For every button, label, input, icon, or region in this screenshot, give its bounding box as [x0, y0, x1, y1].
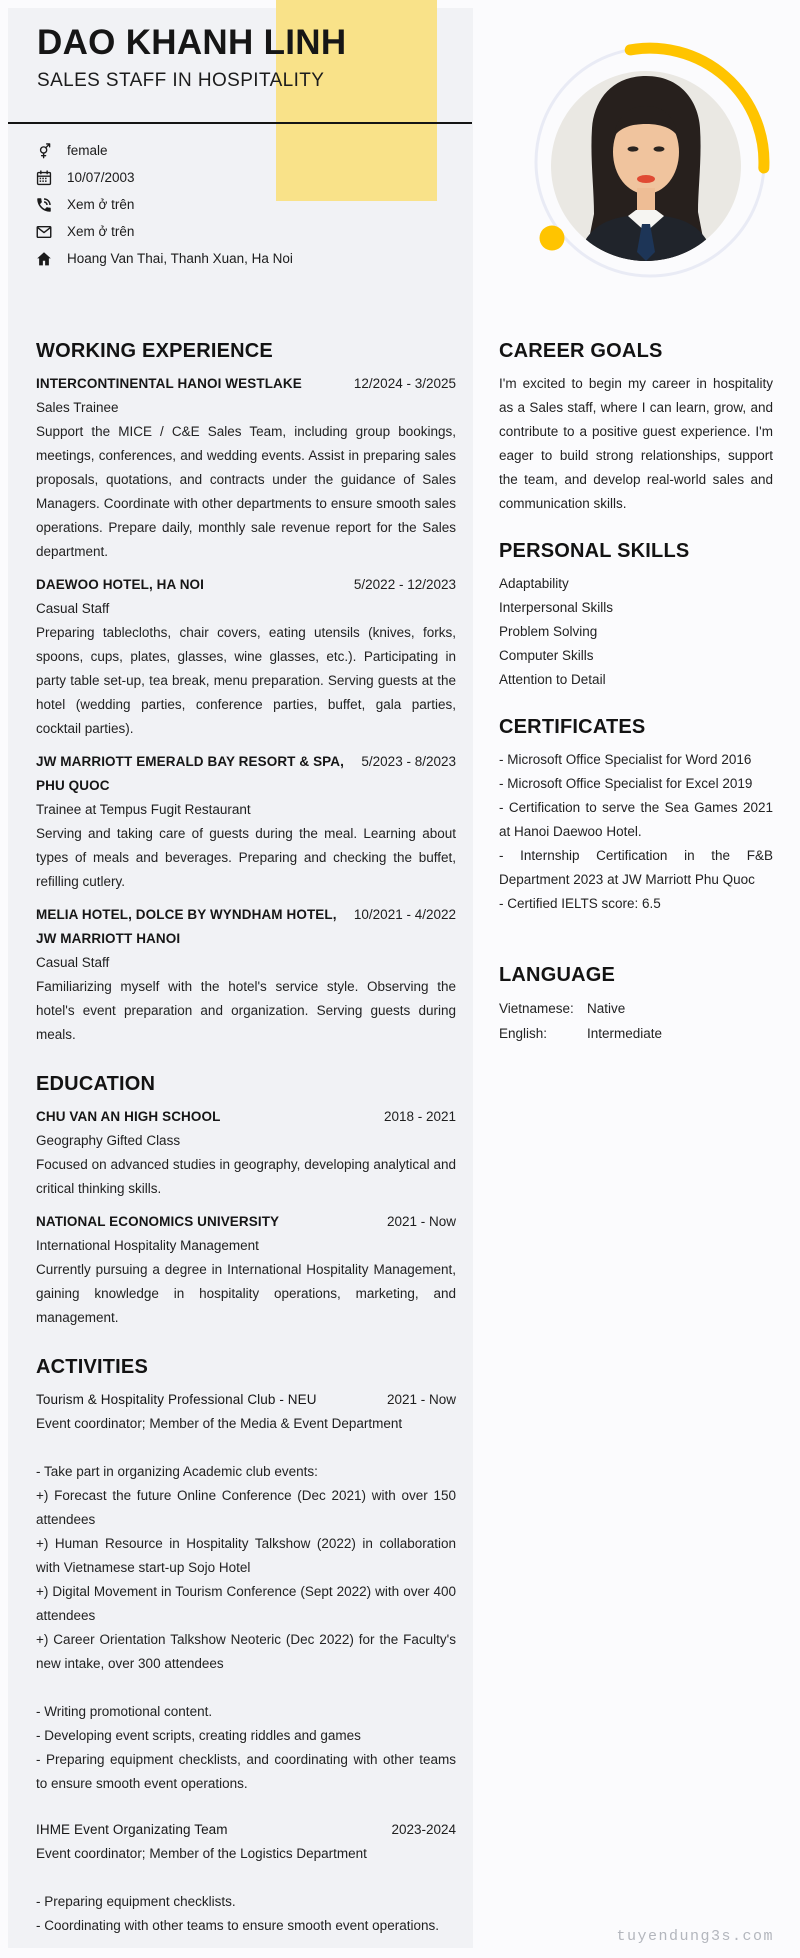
header-divider [8, 122, 472, 124]
activity-line: +) Digital Movement in Tourism Conference (Sept 2022) with over 400 attendees [36, 1584, 456, 1623]
phone-icon [35, 196, 53, 214]
skill-item: Computer Skills [499, 648, 594, 663]
working-experience-heading: WORKING EXPERIENCE [36, 340, 273, 362]
career-goals-text: I'm excited to begin my career in hospitality as a Sales staff, where I can learn, grow, and contribute to a positive guest experience. I'm eager to build strong relationships, support the team, and develop real-world sales and communication skills. [499, 376, 773, 511]
skill-item: Interpersonal Skills [499, 600, 614, 615]
date-range: 2021 - Now [386, 1392, 456, 1407]
activity-entry [36, 1388, 456, 1796]
program-name: International Hospitality Management [36, 1238, 259, 1253]
program-name: Geography Gifted Class [36, 1133, 181, 1148]
activity-line: - Writing promotional content. [36, 1704, 213, 1719]
date-range: 5/2023 - 8/2023 [361, 754, 456, 769]
section-language [499, 962, 773, 1046]
certificate-item: - Microsoft Office Specialist for Word 2016 [499, 752, 752, 767]
activity-line: +) Human Resource in Hospitality Talkshow (2022) in collaboration with Vietnamese start-up Sojo Hotel [36, 1536, 456, 1575]
language-level: Intermediate [587, 1026, 663, 1041]
section-activities [36, 1354, 456, 1938]
language-label: English: [499, 1026, 548, 1041]
personal-skills-heading: PERSONAL SKILLS [499, 540, 690, 562]
right-column [499, 338, 773, 1068]
contact-address-text: Hoang Van Thai, Thanh Xuan, Ha Noi [67, 251, 293, 266]
certificate-item: - Certification to serve the Sea Games 2021 at Hanoi Daewoo Hotel. [499, 800, 773, 839]
activity-line: - Preparing equipment checklists, and coordinating with other teams to ensure smooth event operations. [36, 1752, 456, 1791]
section-working-experience [36, 338, 456, 1047]
certificate-item: - Internship Certification in the F&B Department 2023 at JW Marriott Phu Quoc [499, 848, 773, 887]
language-row [499, 1021, 773, 1046]
contact-list [35, 137, 455, 272]
contact-row-phone [35, 191, 455, 218]
activity-line: +) Career Orientation Talkshow Neoteric (Dec 2022) for the Faculty's new intake, over 300 attendees [36, 1632, 456, 1671]
job-description: Preparing tablecloths, chair covers, eating utensils (knives, forks, spoons, cups, plates, glasses, wine glasses, etc.). Participating in party table set-up, tea break, menu preparation. Serving guests at the hotel (wedding parties, conference parties, buffet, gala parties, cocktail parties). [36, 625, 456, 736]
education-entry [36, 1105, 456, 1201]
contact-phone-text: Xem ở trên [67, 197, 135, 212]
profile-photo-group [516, 28, 780, 292]
certificates-heading: CERTIFICATES [499, 716, 646, 738]
contact-birthdate-text: 10/07/2003 [67, 170, 135, 185]
language-heading: LANGUAGE [499, 964, 616, 986]
school-name: CHU VAN AN HIGH SCHOOL [36, 1109, 221, 1124]
experience-entry [36, 573, 456, 741]
job-role: Casual Staff [36, 955, 110, 970]
education-description: Currently pursuing a degree in International Hospitality Management, gaining knowledge in hospitality operations, marketing, and management. [36, 1262, 456, 1325]
language-label: Vietnamese: [499, 1001, 574, 1016]
experience-entry [36, 372, 456, 564]
certificate-item: - Microsoft Office Specialist for Excel 2019 [499, 776, 753, 791]
career-goals-heading: CAREER GOALS [499, 340, 663, 362]
activity-line: - Developing event scripts, creating riddles and games [36, 1728, 361, 1743]
education-description: Focused on advanced studies in geography, developing analytical and critical thinking skills. [36, 1157, 456, 1196]
mail-icon [35, 223, 53, 241]
section-career-goals [499, 338, 773, 516]
photo-yellow-dot [540, 226, 565, 251]
contact-row-email [35, 218, 455, 245]
organization-name: IHME Event Organizating Team [36, 1822, 228, 1837]
skill-item: Adaptability [499, 576, 569, 591]
skill-item: Problem Solving [499, 624, 598, 639]
section-personal-skills [499, 538, 773, 692]
company-name: MELIA HOTEL, DOLCE BY WYNDHAM HOTEL, JW MARRIOTT HANOI [36, 907, 337, 946]
gender-icon [35, 142, 53, 160]
job-role: Trainee at Tempus Fugit Restaurant [36, 802, 251, 817]
company-name: JW MARRIOTT EMERALD BAY RESORT & SPA, PHU QUOC [36, 754, 344, 793]
activity-line: - Take part in organizing Academic club events: [36, 1464, 318, 1479]
watermark: tuyendung3s.com [616, 1928, 774, 1945]
language-row [499, 996, 773, 1021]
organization-name: Tourism & Hospitality Professional Club - NEU [36, 1392, 317, 1407]
section-education [36, 1071, 456, 1330]
date-range: 2023-2024 [391, 1822, 456, 1837]
contact-row-gender [35, 137, 455, 164]
activity-line: +) Forecast the future Online Conference (Dec 2021) with over 150 attendees [36, 1488, 456, 1527]
experience-entry [36, 903, 456, 1047]
date-range: 12/2024 - 3/2025 [353, 376, 456, 391]
job-description: Serving and taking care of guests during the meal. Learning about types of meals and beverages. Preparing and checking the buffet, refilling cutlery. [36, 826, 456, 889]
school-name: NATIONAL ECONOMICS UNIVERSITY [36, 1214, 280, 1229]
company-name: DAEWOO HOTEL, HA NOI [36, 577, 204, 592]
contact-row-birthdate [35, 164, 455, 191]
contact-email-text: Xem ở trên [67, 224, 135, 239]
certificate-item: - Certified IELTS score: 6.5 [499, 896, 661, 911]
language-level: Native [587, 1001, 626, 1016]
portrait-image [551, 71, 741, 274]
activity-line: - Preparing equipment checklists. [36, 1894, 236, 1909]
contact-row-address [35, 245, 455, 272]
date-range: 5/2022 - 12/2023 [353, 577, 456, 592]
contact-gender-text: female [67, 143, 108, 158]
spacer [36, 1676, 456, 1700]
spacer [36, 1436, 456, 1460]
activity-role: Event coordinator; Member of the Media & Event Department [36, 1416, 403, 1431]
header [37, 22, 473, 94]
date-range: 2021 - Now [386, 1214, 456, 1229]
experience-entry [36, 750, 456, 894]
left-column [36, 338, 456, 1958]
candidate-name: DAO KHANH LINH [37, 23, 347, 62]
education-entry [36, 1210, 456, 1330]
skill-item: Attention to Detail [499, 672, 606, 687]
job-description: Support the MICE / C&E Sales Team, including group bookings, meetings, conferences, and wedding events. Assist in preparing sales proposals, quotations, and contracts under the guidance of Sales Managers. Coordinate with other departments to ensure smooth sales operations. Prepare daily, monthly sale revenue report for the Sales department. [36, 424, 456, 559]
home-icon [35, 250, 53, 268]
date-range: 10/2021 - 4/2022 [353, 907, 456, 922]
company-name: INTERCONTINENTAL HANOI WESTLAKE [36, 376, 302, 391]
job-description: Familiarizing myself with the hotel's service style. Observing the hotel's event preparation and organization. Serving guests during meals. [36, 979, 456, 1042]
date-range: 2018 - 2021 [383, 1109, 456, 1124]
education-heading: EDUCATION [36, 1073, 156, 1095]
activities-heading: ACTIVITIES [36, 1356, 149, 1378]
activity-role: Event coordinator; Member of the Logistics Department [36, 1846, 367, 1861]
profile-photo [516, 28, 780, 292]
activity-line: - Coordinating with other teams to ensure smooth event operations. [36, 1918, 439, 1933]
spacer [36, 1866, 456, 1890]
section-certificates [499, 714, 773, 916]
candidate-title: SALES STAFF IN HOSPITALITY [37, 70, 325, 91]
job-role: Sales Trainee [36, 400, 119, 415]
job-role: Casual Staff [36, 601, 110, 616]
activity-entry [36, 1818, 456, 1938]
calendar-icon [35, 169, 53, 187]
